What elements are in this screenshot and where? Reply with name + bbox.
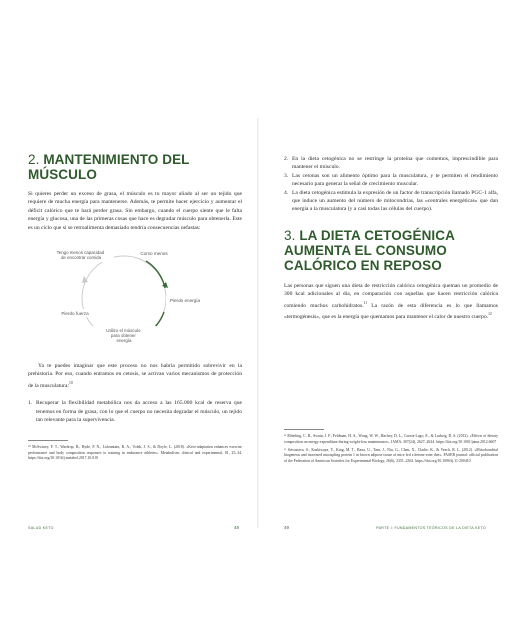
left-running-footer: SALUD KETO	[28, 526, 54, 530]
list-number: 3.	[284, 172, 289, 179]
protection-list	[28, 399, 242, 424]
right-page-number: 49	[284, 525, 290, 530]
section-heading-muscle	[28, 152, 242, 182]
footnote-10: ¹⁰ McSwiney, F. T., Wardrop, B., Hyde, P. N., Lafountain, R. A., Volek, J. S., & Doyle, L. (2018). «Keto-adaptation enhances exercise performance and body composition responses to training in endurance athletes». Metabolism: clinical and experimental, 81, 25–34. https://doi.org/10.1016/j.metabol.2017.10.010	[28, 445, 242, 461]
cycle-node-use-muscle: Utilizo el músculo para obtener energía	[106, 328, 141, 344]
list-text: En la dieta cetogénica no se restringe la proteína que comemos, imprescindible para mantener el músculo.	[292, 156, 498, 171]
heading-text: LA DIETA CETOGÉNICA AUMENTA EL CONSUMO CALÓRICO EN REPOSO	[284, 227, 455, 273]
list-item	[284, 172, 498, 189]
cycle-arrow-highlight	[146, 261, 165, 288]
thermogenesis-paragraph	[284, 282, 498, 321]
footnote-ref: 11	[363, 300, 368, 305]
heading-text: MANTENIMIENTO DEL MÚSCULO	[28, 152, 190, 182]
footnote-rule	[284, 429, 324, 430]
book-gutter	[257, 118, 259, 528]
cycle-node-eat-less: Como menos	[140, 251, 168, 257]
intro-paragraph: Si quieres perder un exceso de grasa, el músculo es tu mayor aliado al ser un tejido que requiere de mucha energía para mantenerse. Además, te permite hacer ejercicio y aumentar el déficit calórico que te hará perder grasa. Sin embargo, cuando el cuerpo siente que le falta energía y glucosa, una de las primeras cosas que hace es degradar músculo para obtenerla. Este es un ciclo que si se retroalimenta demasiado tendría consecuencias nefastas:	[28, 191, 242, 231]
list-item	[284, 155, 498, 172]
list-number: 2.	[284, 156, 289, 162]
cycle-node-lose-energy: Pierdo energía	[169, 298, 201, 304]
footnote-ref: 10	[69, 380, 73, 385]
footnote-ref: 12	[488, 311, 492, 316]
right-page	[284, 128, 498, 520]
left-page-number: 48	[234, 525, 240, 530]
paragraph-prehistory-text: Ya te puedes imaginar que este proceso no nos habría permitido sobrevivir en la prehistoria. Por eso, cuando entramos en cetosis, se activan varios mecanismos de protección de la musculatura:	[28, 363, 242, 389]
protection-list-continued	[284, 155, 498, 214]
energy-cycle-diagram	[28, 236, 242, 348]
footnote-rule	[28, 440, 68, 441]
footnote-12: ¹² Srivastava, S., Kashiwaya, Y., King, M. T., Baxa, U., Tam, J., Niu, G., Chen, X., Clarke, K., & Veech, R. L. (2012). «Mitochondrial biogenesis and increased uncoupling protein 1 in brown adipose tissue of mice fed a ketone ester diet». FASEB journal: official publication of the Federation of American Societies for Experimental Biology, 26(6), 2351–2362. https://doi.org/10.1096/fj.11-200410	[284, 448, 498, 463]
heading-number: 3.	[284, 227, 296, 243]
right-running-footer: PARTE I: FUNDAMENTOS TEÓRICOS DE LA DIETA KETO	[376, 526, 486, 530]
list-item	[284, 189, 498, 214]
left-page	[28, 128, 242, 520]
cycle-node-less-food: Tengo menos capacidad de encontrar comida	[56, 250, 105, 261]
heading-number: 2.	[28, 152, 40, 167]
section-heading-thermogenesis	[284, 228, 498, 273]
list-text: La dieta cetogénica estimula la expresión de un factor de transcripción llamado PGC-1 alfa, que induce un aumento del número de mitocondrias, las «centrales energéticas» que dan energía a la musculatura (y a casi todas las células del cuerpo).	[292, 189, 498, 213]
thermogenesis-text-b: La razón de esta diferencia es lo que llamamos «termogénesis», que es la energía que quemamos para mantener el calor de nuestro cuerpo.	[284, 302, 498, 320]
list-item	[28, 399, 242, 424]
cycle-node-lose-strength: Pierdo fuerza	[61, 311, 89, 317]
list-number: 1.	[28, 400, 33, 407]
list-text: Las cetonas son un alimento óptimo para la musculatura, y te permiten el rendimiento necesario para generar la señal de crecimiento muscular.	[292, 172, 498, 188]
footnote-11: ¹¹ Ebbeling, C. B., Swain, J. F., Feldman, H. A., Wong, W. W., Hachey, D. L., Garcia-Lago, E., & Ludwig, D. S. (2012). «Effects of dietary composition on energy expenditure during weight-loss maintenance». JAMA, 307(24), 2627–2634. https://doi.org/10.1001/jama.2012.6607	[284, 434, 498, 444]
list-text: Recuperar la flexibilidad metabólica nos da acceso a las 165.000 kcal de reserva que tenemos en forma de grasa, con lo que el cuerpo no necesita degradar el músculo, un tejido tan relevante para la supervivencia.	[36, 400, 242, 423]
paragraph-prehistory	[28, 362, 242, 390]
thermogenesis-text: Las personas que siguen una dieta de restricción calórica cetogénica queman un promedio de 300 kcal adicionales al día, en comparación con aquellas que hacen restricción calórica comiendo muchos carbohidratos.	[284, 282, 498, 309]
list-number: 4.	[284, 189, 289, 196]
